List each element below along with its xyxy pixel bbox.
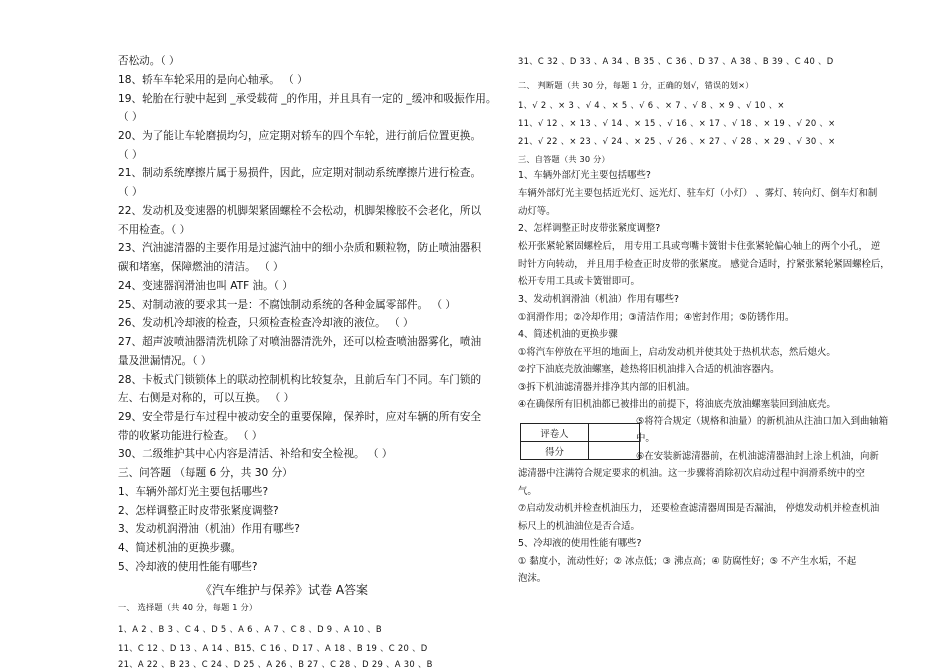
question-line: 23、汽油滤清器的主要作用是过滤汽油中的细小杂质和颗粒物，防止喷油器积: [118, 242, 482, 254]
question-line: 25、对制动液的要求其一是：不腐蚀制动系统的各种金属零部件。 （ ）: [118, 299, 457, 311]
answer-row: 21、A 22 、B 23 、C 24 、D 25 、A 26 、B 27 、C 28 、D 29 、A 30 、B: [118, 659, 433, 669]
answer-text: 滤清器中注满符合规定要求的机油。这一步骤将消除初次启动过程中润滑系统中的空: [518, 468, 865, 479]
answer-row: 1、A 2 、B 3 、C 4 、D 5 、A 6 、A 7 、C 8 、D 9 、A 10 、B: [118, 624, 382, 634]
answer-text: 泡沫。: [518, 573, 547, 584]
answer-row: 1、√ 2 、× 3 、√ 4 、× 5 、√ 6 、× 7 、√ 8 、× 9 、√ 10 、×: [518, 100, 785, 110]
answer-text: ⑦启动发动机并检查机油压力， 还要检查滤清器周围是否漏油， 停熄发动机并检查机油: [518, 503, 880, 514]
answer-text: ①将汽车停放在平坦的地面上，启动发动机并使其处于热机状态，然后熄火。: [518, 347, 836, 358]
question-line: 19、轮胎在行驶中起到 _承受载荷 _的作用，并且具有一定的 _缓冲和吸振作用。: [118, 93, 497, 105]
score-label: 得分: [521, 442, 589, 460]
question-line: 碳和堵塞，保障燃油的清洁。 （ ）: [118, 261, 284, 273]
answer-section-heading: 一、 选择题（共 40 分，每题 1 分）: [118, 602, 258, 612]
answer-text: 松开专用工具或卡簧钳即可。: [518, 276, 640, 287]
answer-text: 动灯等。: [518, 206, 556, 217]
grader-cell: [589, 424, 640, 442]
question-line: 27、超声波喷油器清洗机除了对喷油器清洗外，还可以检查喷油器雾化，喷油: [118, 336, 482, 348]
answer-title: 《汽车维护与保养》试卷 A答案: [200, 583, 369, 597]
answer-text: ②拧下油底壳放油螺塞，趁热将旧机油排入合适的机油容器内。: [518, 364, 780, 375]
answer-section-heading: 二、 判断题（共 30 分，每题 1 分，正确的划√，错误的划×）: [518, 80, 754, 90]
answer-question: 2、怎样调整正时皮带张紧度调整?: [518, 223, 661, 234]
answer-text: ④在确保所有旧机油都已被排出的前提下，将油底壳放油螺塞装回到油底壳。: [518, 399, 836, 410]
answer-text: ⑥在安装新滤清器前，在机油滤清器油封上涂上机油，向新: [636, 451, 879, 462]
question-line: 26、发动机冷却液的检查，只须检查检查冷却液的液位。 （ ）: [118, 317, 414, 329]
answer-text: ①润滑作用；②冷却作用；③清洁作用；④密封作用；⑤防锈作用。: [518, 312, 795, 323]
question-line: 20、为了能让车轮磨损均匀，应定期对轿车的四个车轮，进行前后位置更换。: [118, 130, 482, 142]
answer-text: ⑤将符合规定（规格和油量）的新机油从注油口加入到曲轴箱: [636, 416, 889, 427]
question-line: 18、轿车车轮采用的是向心轴承。 （ ）: [118, 74, 308, 86]
answer-row: 21、√ 22 、× 23 、√ 24 、× 25 、√ 26 、× 27 、√ 28 、× 29 、√ 30 、×: [518, 136, 836, 146]
answer-row: 11、√ 12 、× 13 、√ 14 、× 15 、√ 16 、× 17 、√ 18 、× 19 、√ 20 、×: [518, 118, 836, 128]
question-line: （ ）: [118, 186, 143, 198]
answer-question: 5、冷却液的使用性能有哪些?: [518, 538, 642, 549]
answer-row: 31、C 32 、D 33 、A 34 、B 35 、C 36 、D 37 、A 38 、B 39 、C 40 、D: [518, 56, 834, 66]
answer-text: ① 黏度小，流动性好；② 冰点低；③ 沸点高；④ 防腐性好；⑤ 不产生水垢，不起: [518, 556, 857, 567]
score-table: [520, 423, 640, 460]
answer-question: 4、简述机油的更换步骤: [518, 329, 618, 340]
answer-question: 1、车辆外部灯光主要包括哪些?: [518, 170, 651, 181]
question-line: 5、冷却液的使用性能有哪些?: [118, 561, 258, 573]
question-line: 22、发动机及变速器的机脚架紧固螺栓不会松动，机脚架橡胶不会老化，所以: [118, 205, 482, 217]
question-line: 30、二级维护其中心内容是清活、补给和安全检视。 （ ）: [118, 448, 393, 460]
answer-text: 标尺上的机油油位是否合适。: [518, 521, 640, 532]
question-line: 左、右侧是对称的，可以互换。 （ ）: [118, 392, 295, 404]
question-line: 28、卡板式门锁锁体上的联动控制机构比较复杂，且前后车门不同。车门锁的: [118, 374, 482, 386]
question-line: 1、车辆外部灯光主要包括哪些?: [118, 486, 269, 498]
answer-question: 3、发动机润滑油（机油）作用有哪些?: [518, 294, 679, 305]
question-line: 2、怎样调整正时皮带张紧度调整?: [118, 505, 279, 517]
question-line: （ ）: [118, 149, 143, 161]
answer-row: 11、C 12 、D 13 、A 14 、B15、C 16 、D 17 、A 18 、B 19 、C 20 、D: [118, 643, 428, 653]
answer-text: ③拆下机油滤清器并排净其内部的旧机油。: [518, 382, 696, 393]
question-line: 4、简述机油的更换步骤。: [118, 542, 242, 554]
question-line: 量及泄漏情况。（ ）: [118, 355, 212, 367]
question-line: （ ）: [118, 111, 143, 123]
answer-text: 时针方向转动， 并且用手检查正时皮带的张紧度。 感觉合适时，拧紧张紧轮紧固螺栓后，: [518, 259, 890, 270]
answer-text: 车辆外部灯光主要包括近光灯、远光灯、驻车灯（小灯） 、雾灯、转向灯、倒车灯和制: [518, 188, 878, 199]
question-line: 3、发动机润滑油（机油）作用有哪些?: [118, 523, 300, 535]
answer-text: 气。: [518, 486, 537, 497]
section-heading: 三、问答题 （每题 6 分，共 30 分）: [118, 467, 293, 479]
answer-text: 中。: [636, 433, 655, 444]
question-line: 带的收紧功能进行检查。 （ ）: [118, 430, 263, 442]
question-line: 21、制动系统摩擦片属于易损件，因此，应定期对制动系统摩擦片进行检查。: [118, 167, 482, 179]
question-line: 24、变速器润滑油也叫 ATF 油。（ ）: [118, 280, 293, 292]
score-cell: [589, 442, 640, 460]
grader-label: 评卷人: [521, 424, 589, 442]
question-line: 不用检查。（ ）: [118, 224, 191, 236]
answer-text: 松开张紧轮紧固螺栓后， 用专用工具或弯嘴卡簧钳卡住张紧轮偏心轴上的两个小孔， 逆: [518, 241, 881, 252]
question-line: 29、安全带是行车过程中被动安全的重要保障，保养时，应对车辆的所有安全: [118, 411, 482, 423]
answer-section-heading: 三、自答题（共 30 分）: [518, 154, 610, 164]
question-line: 否松动。（ ）: [118, 55, 180, 67]
